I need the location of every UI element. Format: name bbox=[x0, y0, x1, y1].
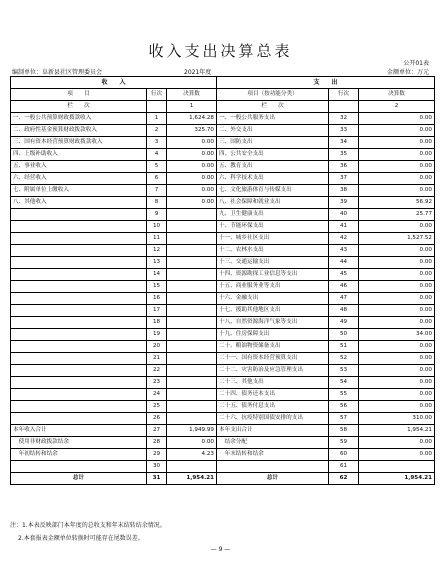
expense-amount: 310.00 bbox=[359, 413, 435, 425]
income-expense-table bbox=[10, 76, 435, 485]
income-amount bbox=[167, 461, 217, 473]
table-row bbox=[11, 173, 435, 185]
expense-line: 41 bbox=[329, 221, 359, 233]
income-item bbox=[11, 257, 147, 269]
income-line: 24 bbox=[147, 389, 167, 401]
table-row bbox=[11, 305, 435, 317]
note-1: 注：1.本表反映部门本年度的总收支和年末结转结余情况。 bbox=[10, 522, 166, 529]
table-row bbox=[11, 281, 435, 293]
income-amount bbox=[167, 221, 217, 233]
expense-amount: 0.00 bbox=[359, 137, 435, 149]
income-line: 3 bbox=[147, 137, 167, 149]
expense-item: 年末结转和结余 bbox=[217, 449, 329, 461]
expense-line: 36 bbox=[329, 161, 359, 173]
income-amount: 4.23 bbox=[167, 449, 217, 461]
expense-line: 57 bbox=[329, 413, 359, 425]
expense-item: 五、教育支出 bbox=[217, 161, 329, 173]
expense-item: 二十、粮油物资储备支出 bbox=[217, 341, 329, 353]
income-line: 8 bbox=[147, 197, 167, 209]
expense-item: 十六、金融支出 bbox=[217, 293, 329, 305]
expense-line: 54 bbox=[329, 377, 359, 389]
expense-amount: 0.00 bbox=[359, 365, 435, 377]
income-amount: 0.00 bbox=[167, 161, 217, 173]
expense-line: 43 bbox=[329, 245, 359, 257]
expense-amount: 0.00 bbox=[359, 125, 435, 137]
expense-amount bbox=[359, 461, 435, 473]
expense-amount: 1,954.21 bbox=[359, 473, 435, 485]
expense-item: 十、节能环保支出 bbox=[217, 221, 329, 233]
income-item bbox=[11, 329, 147, 341]
expense-item: 六、科学技术支出 bbox=[217, 173, 329, 185]
table-row bbox=[11, 317, 435, 329]
income-amount bbox=[167, 365, 217, 377]
income-item: 年初结转和结余 bbox=[11, 449, 147, 461]
income-line: 23 bbox=[147, 377, 167, 389]
income-line: 19 bbox=[147, 329, 167, 341]
income-amount: 0.00 bbox=[167, 173, 217, 185]
income-line: 18 bbox=[147, 317, 167, 329]
income-line: 27 bbox=[147, 425, 167, 437]
income-line: 25 bbox=[147, 401, 167, 413]
col-number-1: 1 bbox=[167, 101, 217, 113]
income-amount: 0.00 bbox=[167, 137, 217, 149]
expense-amount: 34.00 bbox=[359, 329, 435, 341]
income-line: 6 bbox=[147, 173, 167, 185]
income-amount: 325.70 bbox=[167, 125, 217, 137]
expense-amount: 0.00 bbox=[359, 341, 435, 353]
income-amount: 1,624.28 bbox=[167, 113, 217, 125]
expense-item: 四、公共安全支出 bbox=[217, 149, 329, 161]
expense-line: 59 bbox=[329, 437, 359, 449]
expense-item: 二十二、灾害防治及应急管理支出 bbox=[217, 365, 329, 377]
income-item: 总计 bbox=[11, 473, 147, 485]
expense-item: 三、国防支出 bbox=[217, 137, 329, 149]
income-item: 五、事业收入 bbox=[11, 161, 147, 173]
table-row bbox=[11, 269, 435, 281]
expense-item: 十八、自然资源海洋气象等支出 bbox=[217, 317, 329, 329]
income-item: 四、上级补助收入 bbox=[11, 149, 147, 161]
expense-item: 结余分配 bbox=[217, 437, 329, 449]
income-amount bbox=[167, 341, 217, 353]
income-line: 9 bbox=[147, 209, 167, 221]
expense-item: 二十五、债务付息支出 bbox=[217, 401, 329, 413]
expense-line: 32 bbox=[329, 113, 359, 125]
income-line: 29 bbox=[147, 449, 167, 461]
expense-header: 支 出 bbox=[217, 77, 435, 89]
income-item bbox=[11, 305, 147, 317]
table-row bbox=[11, 353, 435, 365]
compiling-unit: 编制单位：阜新县社区管理委员会 bbox=[12, 69, 103, 76]
expense-line: 39 bbox=[329, 197, 359, 209]
income-item bbox=[11, 413, 147, 425]
expense-item: 七、文化旅游体育与传媒支出 bbox=[217, 185, 329, 197]
income-item bbox=[11, 281, 147, 293]
expense-line: 48 bbox=[329, 305, 359, 317]
income-amount bbox=[167, 209, 217, 221]
expense-line: 60 bbox=[329, 449, 359, 461]
table-row bbox=[11, 329, 435, 341]
col-label: 栏 次 bbox=[11, 101, 147, 113]
income-amount bbox=[167, 329, 217, 341]
expense-line: 35 bbox=[329, 149, 359, 161]
expense-item: 九、卫生健康支出 bbox=[217, 209, 329, 221]
table-row bbox=[11, 461, 435, 473]
expense-amount: 1,527.52 bbox=[359, 233, 435, 245]
table-row bbox=[11, 377, 435, 389]
income-line: 13 bbox=[147, 257, 167, 269]
table-row bbox=[11, 437, 435, 449]
line-header: 行次 bbox=[147, 89, 167, 101]
income-item bbox=[11, 365, 147, 377]
table-row bbox=[11, 341, 435, 353]
income-item bbox=[11, 209, 147, 221]
income-amount bbox=[167, 413, 217, 425]
income-line: 21 bbox=[147, 353, 167, 365]
income-line: 14 bbox=[147, 269, 167, 281]
table-row bbox=[11, 149, 435, 161]
income-amount bbox=[167, 293, 217, 305]
expense-amount: 0.00 bbox=[359, 221, 435, 233]
exp-item-header: 项目（按功能分类） bbox=[217, 89, 329, 101]
expense-line: 46 bbox=[329, 281, 359, 293]
income-header: 收 入 bbox=[11, 77, 217, 89]
line-header-right: 行次 bbox=[329, 89, 359, 101]
income-line: 1 bbox=[147, 113, 167, 125]
expense-item: 二十四、债务还本支出 bbox=[217, 389, 329, 401]
table-row bbox=[11, 257, 435, 269]
income-item: 八、其他收入 bbox=[11, 197, 147, 209]
income-item: 本年收入合计 bbox=[11, 425, 147, 437]
table-row bbox=[11, 221, 435, 233]
table-row bbox=[11, 245, 435, 257]
income-amount bbox=[167, 389, 217, 401]
expense-amount: 0.00 bbox=[359, 173, 435, 185]
expense-line: 56 bbox=[329, 401, 359, 413]
income-line: 22 bbox=[147, 365, 167, 377]
expense-line: 58 bbox=[329, 425, 359, 437]
expense-amount: 0.00 bbox=[359, 437, 435, 449]
income-line: 10 bbox=[147, 221, 167, 233]
money-unit: 金额单位：万元 bbox=[386, 69, 429, 76]
income-amount bbox=[167, 353, 217, 365]
income-amount bbox=[167, 317, 217, 329]
table-row bbox=[11, 137, 435, 149]
income-item bbox=[11, 377, 147, 389]
expense-amount: 0.00 bbox=[359, 281, 435, 293]
expense-item: 二、外交支出 bbox=[217, 125, 329, 137]
table-row bbox=[11, 425, 435, 437]
expense-line: 47 bbox=[329, 293, 359, 305]
table-row bbox=[11, 293, 435, 305]
col-number-2: 2 bbox=[359, 101, 435, 113]
form-number: 公开01表 bbox=[403, 60, 429, 67]
expense-line: 38 bbox=[329, 185, 359, 197]
expense-item: 二十三、其他支出 bbox=[217, 377, 329, 389]
expense-amount: 0.00 bbox=[359, 257, 435, 269]
income-item bbox=[11, 353, 147, 365]
table-row bbox=[11, 161, 435, 173]
table-row bbox=[11, 233, 435, 245]
income-item bbox=[11, 233, 147, 245]
table-row bbox=[11, 401, 435, 413]
income-item: 一、一般公共预算财政拨款收入 bbox=[11, 113, 147, 125]
expense-item: 十九、住房保障支出 bbox=[217, 329, 329, 341]
expense-item: 十七、援助其他地区支出 bbox=[217, 305, 329, 317]
expense-line: 42 bbox=[329, 233, 359, 245]
income-item: 二、政府性基金预算财政拨款收入 bbox=[11, 125, 147, 137]
expense-amount: 0.00 bbox=[359, 353, 435, 365]
expense-item bbox=[217, 461, 329, 473]
income-item bbox=[11, 401, 147, 413]
expense-amount: 0.00 bbox=[359, 269, 435, 281]
footnotes bbox=[10, 519, 166, 545]
income-item bbox=[11, 389, 147, 401]
income-item: 使用非财政拨款结余 bbox=[11, 437, 147, 449]
income-item bbox=[11, 269, 147, 281]
expense-item: 十二、农林水支出 bbox=[217, 245, 329, 257]
table-row bbox=[11, 365, 435, 377]
table-row bbox=[11, 125, 435, 137]
income-item: 七、附属单位上缴收入 bbox=[11, 185, 147, 197]
income-amount: 0.00 bbox=[167, 185, 217, 197]
expense-amount: 0.00 bbox=[359, 317, 435, 329]
expense-amount: 0.00 bbox=[359, 161, 435, 173]
note-2: 2.本套报表金额单位转换时可能存在尾数误差。 bbox=[18, 535, 144, 542]
amount-header: 决算数 bbox=[167, 89, 217, 101]
income-amount bbox=[167, 281, 217, 293]
income-line: 30 bbox=[147, 461, 167, 473]
expense-amount: 1,954.21 bbox=[359, 425, 435, 437]
income-item bbox=[11, 245, 147, 257]
income-amount: 1,949.99 bbox=[167, 425, 217, 437]
expense-line: 61 bbox=[329, 461, 359, 473]
income-item bbox=[11, 341, 147, 353]
page-number: — 9 — bbox=[210, 546, 231, 553]
expense-line: 45 bbox=[329, 269, 359, 281]
expense-amount: 0.00 bbox=[359, 245, 435, 257]
income-line: 12 bbox=[147, 245, 167, 257]
expense-amount: 0.00 bbox=[359, 449, 435, 461]
report-year: 2021年度 bbox=[184, 69, 212, 76]
table-row bbox=[11, 413, 435, 425]
expense-amount: 25.77 bbox=[359, 209, 435, 221]
item-header: 项 目 bbox=[11, 89, 147, 101]
expense-item: 一、一般公共服务支出 bbox=[217, 113, 329, 125]
column-number-row bbox=[11, 101, 435, 113]
income-amount: 0.00 bbox=[167, 197, 217, 209]
expense-line: 55 bbox=[329, 389, 359, 401]
expense-item: 二十六、抗疫特别国债安排的支出 bbox=[217, 413, 329, 425]
expense-line: 40 bbox=[329, 209, 359, 221]
expense-amount: 0.00 bbox=[359, 389, 435, 401]
income-line: 17 bbox=[147, 305, 167, 317]
income-amount: 1,954.21 bbox=[167, 473, 217, 485]
expense-amount: 0.00 bbox=[359, 293, 435, 305]
income-amount: 0.00 bbox=[167, 149, 217, 161]
column-header-row bbox=[11, 89, 435, 101]
expense-item: 十五、商业服务业等支出 bbox=[217, 281, 329, 293]
expense-amount: 0.00 bbox=[359, 113, 435, 125]
income-line: 11 bbox=[147, 233, 167, 245]
expense-amount: 0.00 bbox=[359, 305, 435, 317]
expense-item: 十一、城乡社区支出 bbox=[217, 233, 329, 245]
income-line: 2 bbox=[147, 125, 167, 137]
expense-line: 49 bbox=[329, 317, 359, 329]
income-item bbox=[11, 293, 147, 305]
expense-item: 本年支出合计 bbox=[217, 425, 329, 437]
income-line: 26 bbox=[147, 413, 167, 425]
expense-line: 52 bbox=[329, 353, 359, 365]
income-amount: 0.00 bbox=[167, 437, 217, 449]
expense-line: 34 bbox=[329, 137, 359, 149]
expense-line: 62 bbox=[329, 473, 359, 485]
income-line: 4 bbox=[147, 149, 167, 161]
income-line: 15 bbox=[147, 281, 167, 293]
report-title: 收入支出决算总表 bbox=[148, 42, 293, 60]
section-header-row bbox=[11, 77, 435, 89]
income-item bbox=[11, 461, 147, 473]
table-row bbox=[11, 209, 435, 221]
income-item: 六、经营收入 bbox=[11, 173, 147, 185]
expense-line: 44 bbox=[329, 257, 359, 269]
expense-item: 总计 bbox=[217, 473, 329, 485]
income-line: 28 bbox=[147, 437, 167, 449]
table-row bbox=[11, 185, 435, 197]
income-amount bbox=[167, 377, 217, 389]
income-item bbox=[11, 221, 147, 233]
income-line: 20 bbox=[147, 341, 167, 353]
income-line: 31 bbox=[147, 473, 167, 485]
total-row bbox=[11, 473, 435, 485]
income-item bbox=[11, 317, 147, 329]
expense-line: 53 bbox=[329, 365, 359, 377]
expense-amount: 0.00 bbox=[359, 401, 435, 413]
income-line: 16 bbox=[147, 293, 167, 305]
income-item: 三、国有资本经营预算财政拨款收入 bbox=[11, 137, 147, 149]
income-amount bbox=[167, 233, 217, 245]
expense-item: 十三、交通运输支出 bbox=[217, 257, 329, 269]
income-amount bbox=[167, 401, 217, 413]
expense-amount: 0.00 bbox=[359, 185, 435, 197]
col-label-right: 栏 次 bbox=[217, 101, 329, 113]
expense-line: 33 bbox=[329, 125, 359, 137]
table-row bbox=[11, 389, 435, 401]
income-line: 5 bbox=[147, 161, 167, 173]
income-amount bbox=[167, 305, 217, 317]
table-row bbox=[11, 113, 435, 125]
table-row bbox=[11, 449, 435, 461]
expense-item: 二十一、国有资本经营预算支出 bbox=[217, 353, 329, 365]
expense-item: 八、社会保障和就业支出 bbox=[217, 197, 329, 209]
income-amount bbox=[167, 257, 217, 269]
amount-header-right: 决算数 bbox=[359, 89, 435, 101]
expense-line: 51 bbox=[329, 341, 359, 353]
expense-amount: 0.00 bbox=[359, 377, 435, 389]
expense-item: 十四、资源勘探工业信息等支出 bbox=[217, 269, 329, 281]
expense-amount: 56.92 bbox=[359, 197, 435, 209]
expense-amount: 0.00 bbox=[359, 149, 435, 161]
income-amount bbox=[167, 269, 217, 281]
income-amount bbox=[167, 245, 217, 257]
expense-line: 50 bbox=[329, 329, 359, 341]
expense-line: 37 bbox=[329, 173, 359, 185]
income-line: 7 bbox=[147, 185, 167, 197]
table-row bbox=[11, 197, 435, 209]
